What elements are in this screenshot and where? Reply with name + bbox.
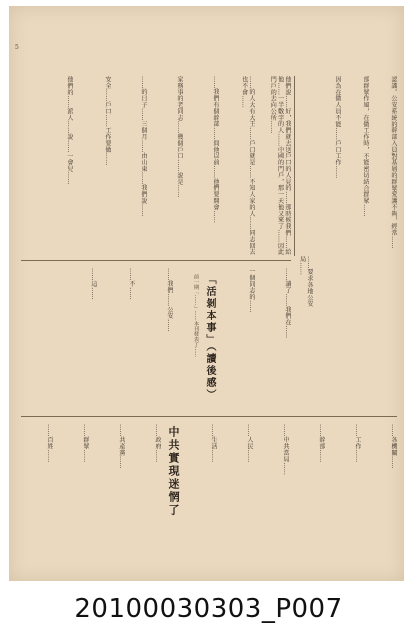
article-left-col-2: ……的人大有大王……戶口就是……不知人家的人……同志回去也不會…… [240, 76, 255, 256]
bottom-left-col-1: ……共產黨…… [118, 424, 125, 469]
article-bottom-col-1: ……中共當局…… [282, 424, 289, 476]
section-divider-2 [21, 416, 397, 417]
bottom-right-col-3: ……幹部…… [318, 424, 325, 463]
document-id: 20100030303_P007 [74, 594, 343, 624]
page-number: 5 [15, 44, 19, 51]
article-left-col-3: ……我們有個幹部……問他以前……他們要開會…… [212, 76, 219, 224]
article-left-col-1: 他們說……好，我們就去送戶口的人見的……那時候我們……給他……一半數字的人……中國的門戶，那一天他又來了……因此門戶的去向公所…… [269, 76, 291, 256]
section-headline: 「活剝本事」（讀後感） [204, 274, 215, 401]
article-bottom-col-3: ……生活…… [210, 424, 217, 463]
article-bottom-col-4: ……政府…… [154, 424, 161, 463]
article-left-col-7: 他們的……派人……說……一會兒…… [66, 76, 73, 185]
column-divider [294, 76, 295, 256]
article-left-col-5: ……的日子……三個月……由山東……我們說…… [140, 76, 147, 217]
article-right-col-3: 因為在做人員不能……戶口工作…… [334, 76, 341, 179]
headline-2: 中共實現迷惘了 [167, 426, 180, 517]
article-mid-col-3: ……我們……公安…… [166, 268, 173, 332]
scanned-page [9, 6, 404, 581]
article-right-col-2: 部群眾作風，在做工作時，不能密切結合群眾…… [362, 76, 369, 217]
bottom-right-col-1: ……各機關…… [390, 424, 397, 469]
bottom-left-col-2: ……群眾…… [82, 424, 89, 463]
article-mid-col-4: ……不…… [128, 268, 135, 300]
bottom-right-col-2: ……工作…… [354, 424, 361, 463]
section-divider-1 [21, 260, 291, 261]
article-mid-col-1: ……讀了……我們在…… [284, 268, 291, 339]
article-left-col-6: 安全……戶口……工作要做…… [104, 76, 111, 166]
article-right-col-1: 認識。公安系統的幹部入員對基層的群眾愛護不夠，經常…… [390, 76, 397, 249]
section-note: 前一期「……」……本刊發表了…… [193, 274, 199, 358]
article-left-col-4: 家務事的老同志……幾個戶口……說是…… [176, 76, 183, 198]
bottom-left-col-3: ……百姓…… [46, 424, 53, 463]
article-right-col-4: ……要求各地公安局…… [299, 256, 313, 308]
article-mid-col-5: ……這…… [90, 268, 97, 300]
article-mid-col-2: 一個同志的…… [248, 268, 255, 313]
article-bottom-col-2: ……人民…… [246, 424, 253, 463]
